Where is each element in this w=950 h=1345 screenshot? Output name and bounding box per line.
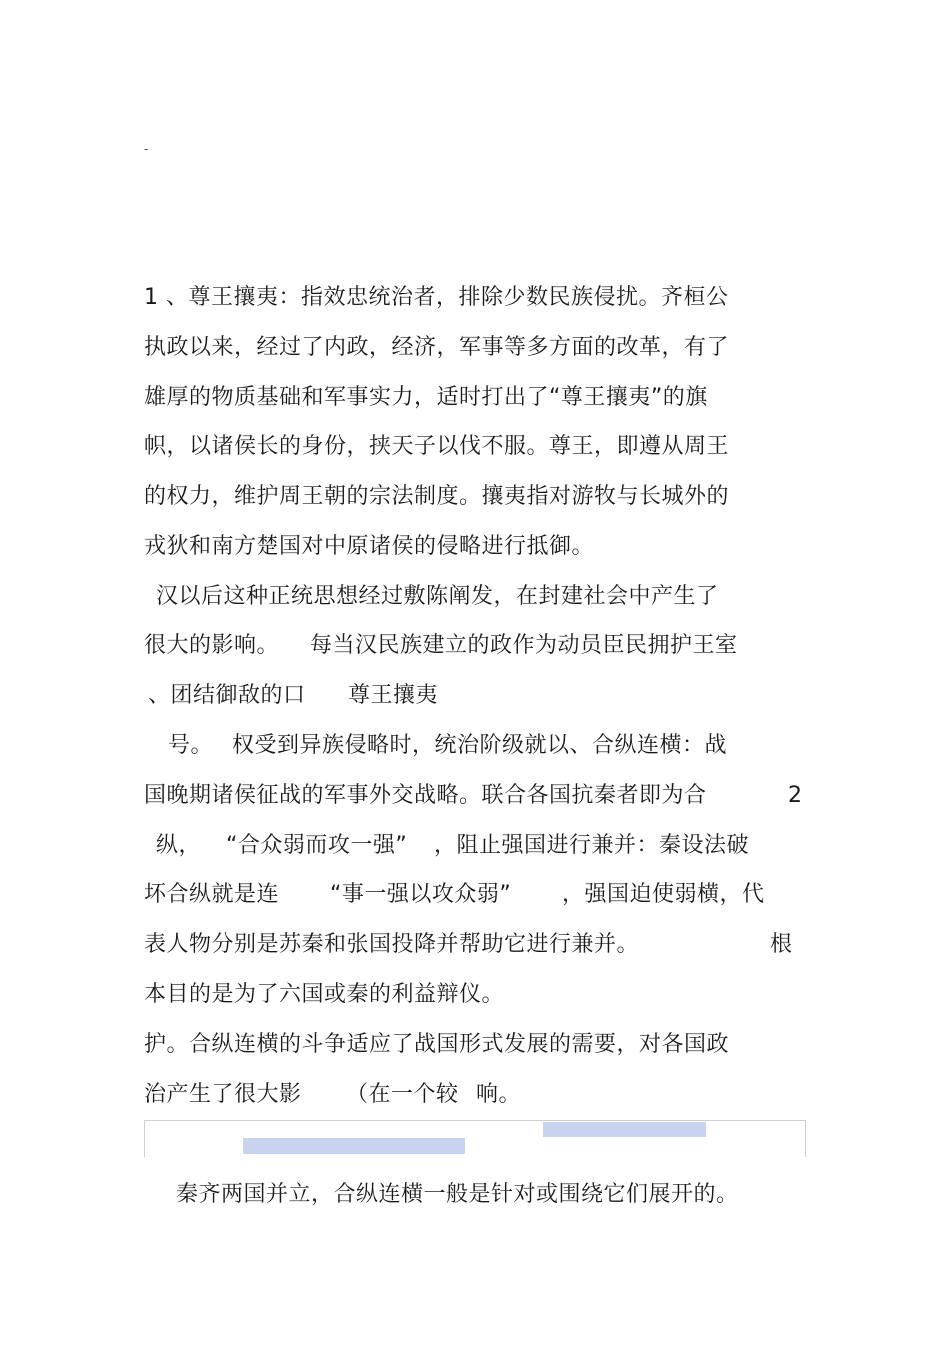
paragraph-line: 执政以来，经过了内政，经济，军事等多方面的改革，有了 xyxy=(144,335,730,360)
paragraph-line: 坏合纵就是连 xyxy=(144,882,280,907)
paragraph-line: 雄厚的物质基础和军事实力，适时打出了“尊王攘夷”的旗 xyxy=(144,385,708,410)
paragraph-line: ，阻止强国进行兼并：秦设法破 xyxy=(434,833,750,858)
paragraph-line: 每当汉民族建立的政作为动员臣民拥护王室 xyxy=(310,633,738,658)
paragraph-line: 秦齐两国并立，合纵连横一般是针对或围绕它们展开的。 xyxy=(176,1182,739,1207)
paragraph-line: ，强国迫使弱横，代 xyxy=(562,882,765,907)
paragraph-line: 纵， xyxy=(156,833,202,858)
paragraph-line: 帜，以诸侯长的身份，挟天子以伐不服。尊王，即遵从周王 xyxy=(144,434,730,459)
paragraph-line: 表人物分别是苏秦和张国投降并帮助它进行兼并。 xyxy=(144,932,640,957)
paragraph-line: “事一强以攻众弱” xyxy=(330,882,512,907)
paragraph-line: 汉以后这种正统思想经过敷陈阐发，在封建社会中产生了 xyxy=(156,584,719,609)
paragraph-line: 国晚期诸侯征战的军事外交战略。联合各国抗秦者即为合 xyxy=(144,783,707,808)
paragraph-line: “合众弱而攻一强” xyxy=(226,833,408,858)
paragraph-line: 尊王攘夷 xyxy=(348,683,439,708)
paragraph-line: 2 xyxy=(788,783,803,808)
paragraph-line: 的权力，维护周王朝的宗法制度。攘夷指对游牧与长城外的 xyxy=(144,484,730,509)
paragraph-line: 号。 xyxy=(168,733,214,758)
paragraph-line: 戎狄和南方楚国对中原诸侯的侵略进行抵御。 xyxy=(144,534,595,559)
paragraph-line: 治产生了很大影 xyxy=(144,1082,302,1107)
paragraph-line: 1 、尊王攘夷：指效忠统治者，排除少数民族侵扰。齐桓公 xyxy=(144,285,729,310)
highlight-block xyxy=(543,1122,706,1137)
paragraph-line: 很大的影响。 xyxy=(144,633,280,658)
header-mark: - xyxy=(144,142,149,156)
paragraph-line: 本目的是为了六国或秦的利益辩仪。 xyxy=(144,982,505,1007)
paragraph-line: 响。 xyxy=(476,1082,522,1107)
paragraph-line: 权受到异族侵略时，统治阶级就以、合纵连横：战 xyxy=(232,733,728,758)
highlight-block xyxy=(243,1138,465,1154)
paragraph-line: （在一个较 xyxy=(346,1082,459,1107)
paragraph-line: 根 xyxy=(770,932,793,957)
paragraph-line: 、团结御敌的口 xyxy=(148,683,306,708)
paragraph-line: 护。合纵连横的斗争适应了战国形式发展的需要，对各国政 xyxy=(144,1032,730,1057)
